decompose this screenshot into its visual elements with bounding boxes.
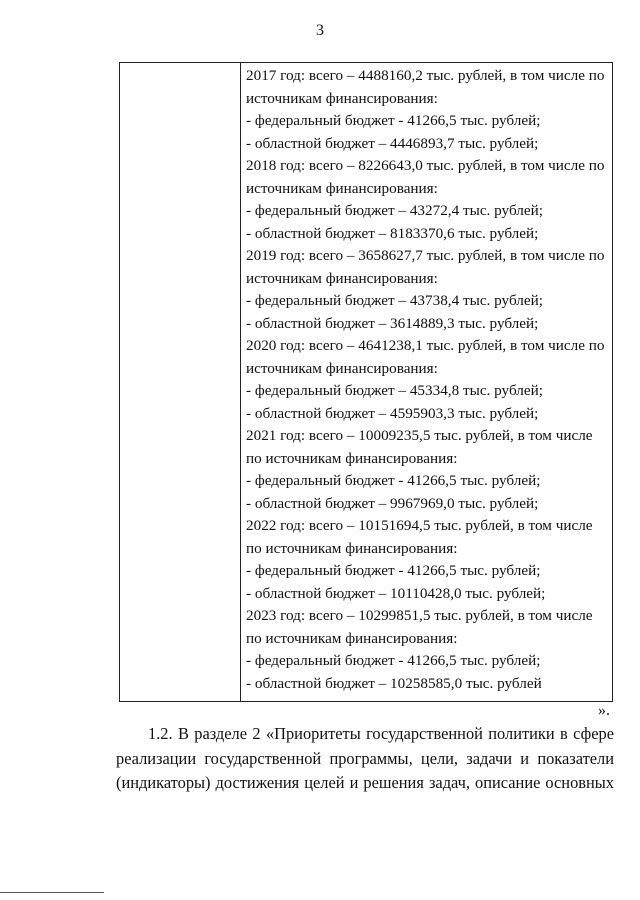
table-line: - областной бюджет – 9967969,0 тыс. рублей; xyxy=(246,494,539,512)
table-line: по источникам финансирования: xyxy=(246,539,458,557)
table-line: 2019 год: всего – 3658627,7 тыс. рублей, в том числе по xyxy=(246,247,605,264)
table-line: 2023 год: всего – 10299851,5 тыс. рублей, в том числе xyxy=(246,607,593,624)
paragraph-line: 1.2. В разделе 2 «Приоритеты государственной политики в сфере xyxy=(148,724,614,743)
table-line: источникам финансирования: xyxy=(246,89,438,107)
table-line: - федеральный бюджет - 41266,5 тыс. рублей; xyxy=(246,472,541,489)
table-line: по источникам финансирования: xyxy=(246,629,458,647)
footer-rule xyxy=(0,892,104,893)
table-line: 2017 год: всего – 4488160,2 тыс. рублей, в том числе по xyxy=(246,67,605,84)
table-line: источникам финансирования: xyxy=(246,269,438,287)
table-line: - областной бюджет – 4446893,7 тыс. рублей; xyxy=(246,134,539,152)
body-paragraph xyxy=(116,722,614,796)
table-line: - федеральный бюджет – 45334,8 тыс. рублей; xyxy=(246,382,543,399)
table-line: - федеральный бюджет - 41266,5 тыс. рублей; xyxy=(246,562,541,579)
funding-table xyxy=(119,62,613,702)
table-cell-funding xyxy=(241,63,613,702)
table-row xyxy=(120,63,613,702)
table-line: - областной бюджет – 10110428,0 тыс. рублей; xyxy=(246,584,546,602)
table-line: - федеральный бюджет - 41266,5 тыс. рублей; xyxy=(246,112,541,129)
paragraph-line: реализации государственной программы, цели, задачи и показатели xyxy=(116,748,614,768)
table-line: 2021 год: всего – 10009235,5 тыс. рублей, в том числе xyxy=(246,427,593,444)
table-cell-left xyxy=(120,63,241,702)
table-line: - областной бюджет – 10258585,0 тыс. рублей xyxy=(246,674,542,692)
paragraph-line: (индикаторы) достижения целей и решения задач, описание основных xyxy=(116,773,614,792)
table-line: - областной бюджет – 3614889,3 тыс. рублей; xyxy=(246,314,539,332)
table-line: источникам финансирования: xyxy=(246,179,438,197)
table-line: источникам финансирования: xyxy=(246,359,438,377)
table-line: 2020 год: всего – 4641238,1 тыс. рублей, в том числе по xyxy=(246,337,605,354)
table-line: по источникам финансирования: xyxy=(246,449,458,467)
table-line: - федеральный бюджет – 43738,4 тыс. рублей; xyxy=(246,292,543,309)
table-line: - федеральный бюджет - 41266,5 тыс. рублей; xyxy=(246,652,541,669)
table-line: - областной бюджет – 4595903,3 тыс. рублей; xyxy=(246,404,539,422)
table-line: 2022 год: всего – 10151694,5 тыс. рублей, в том числе xyxy=(246,517,593,534)
table-line: - областной бюджет – 8183370,6 тыс. рублей; xyxy=(246,224,539,242)
page-number: 3 xyxy=(316,22,324,39)
closing-quote: ». xyxy=(598,702,610,719)
table-line: 2018 год: всего – 8226643,0 тыс. рублей, в том числе по xyxy=(246,157,605,174)
table-line: - федеральный бюджет – 43272,4 тыс. рублей; xyxy=(246,202,543,219)
